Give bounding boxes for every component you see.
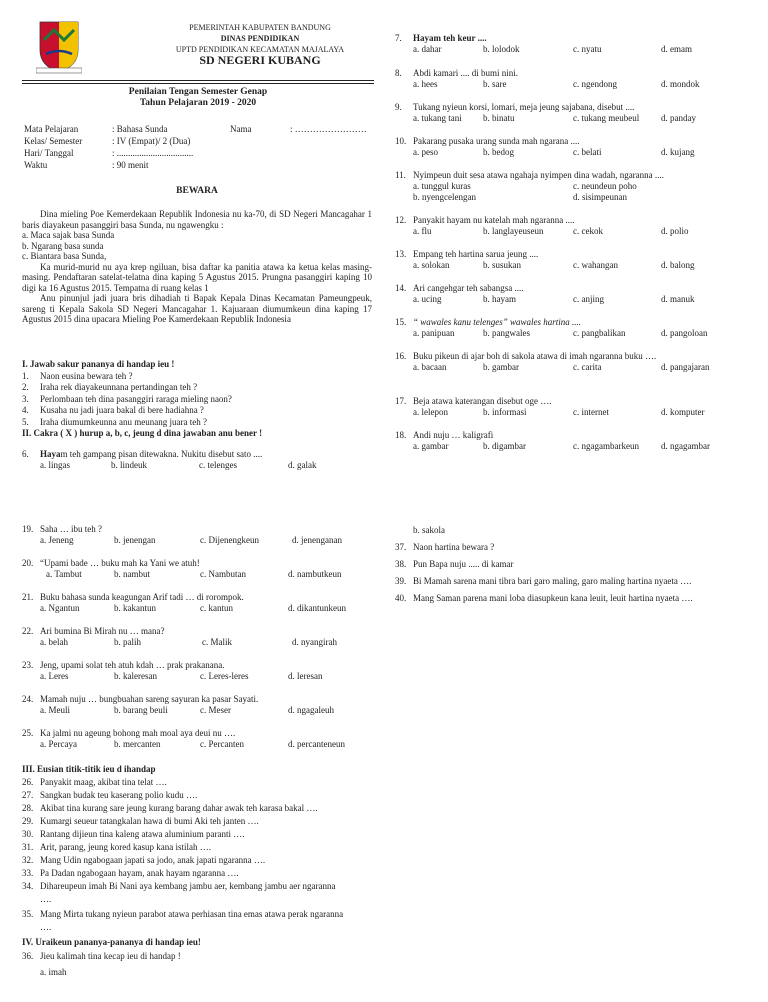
question-text: “Upami bade … buku mah ka Yani we atuh! (40, 558, 200, 568)
option-a[interactable]: a. peso (413, 147, 438, 157)
question-text: Mamah nuju … bungbuahan sareng sayuran ka pasar Sayati. (40, 694, 259, 704)
item-text: Arit, parang, jeung kored kasup kana istilah …. (40, 842, 211, 852)
question-text: Iraha diumumkeunna anu meunang juara teh ? (40, 416, 207, 427)
item-number: 35. (22, 909, 34, 919)
option-a[interactable]: a. Meuli (40, 705, 70, 715)
mc-question (22, 694, 374, 728)
section-3 (22, 763, 377, 979)
item-text: …. (40, 922, 52, 932)
mc-question (22, 524, 374, 558)
item-number: 37. (395, 542, 407, 552)
item-text: Sangkan budak teu kaserang polio kudu …. (40, 790, 198, 800)
option-b[interactable]: b. nambut (114, 569, 150, 579)
essay-item (395, 522, 755, 539)
question-text: Beja atawa katerangan disebut oge …. (413, 396, 552, 406)
option-b[interactable]: b. kakantun (114, 603, 156, 613)
option-b[interactable]: b. barang beuli (114, 705, 168, 715)
item-text: a. imah (40, 967, 67, 977)
option-b[interactable]: b. binatu (483, 113, 515, 123)
mc-question (395, 215, 755, 249)
option-d[interactable]: d. jenenganan (292, 535, 342, 545)
section-2-heading: II. Cakra ( X ) hurup a, b, c, jeung d dina jawaban anu bener ! (22, 428, 263, 438)
option-a[interactable]: a. lingas (40, 460, 70, 470)
item-text: Dihareupeun imah Bi Nani aya kembang jambu aer, kembang jambu aer ngaranna (40, 881, 336, 891)
fill-item (22, 854, 377, 867)
option-c[interactable]: c. Leres-leres (200, 671, 249, 681)
option-d[interactable]: d. sisimpeunan (573, 192, 627, 202)
option-d[interactable]: d. komputer (661, 407, 705, 417)
option-c[interactable]: c. carita (573, 362, 602, 372)
option-a[interactable]: a. flu (413, 226, 432, 236)
bewara-item: c. Biantara basa Sunda, (22, 251, 107, 261)
question-number: 3. (22, 393, 29, 404)
section-3-heading: III. Eusian titik-titik ieu d ihandap (22, 764, 156, 774)
date-label: Hari/ Tanggal (24, 148, 74, 158)
question-number: 12. (395, 215, 407, 225)
fill-item (22, 841, 377, 854)
item-text: Rantang dijieun tina kaleng atawa aluminium paranti …. (40, 829, 245, 839)
question-text: Andi nuju … kaligrafi (413, 430, 494, 440)
question-number: 2. (22, 382, 29, 392)
question-text: Saha … ibu teh ? (40, 524, 102, 534)
option-a[interactable]: a. hees (413, 79, 438, 89)
fill-item (22, 880, 377, 893)
option-c[interactable]: c. Nambutan (200, 569, 246, 579)
question-number: 18. (395, 430, 407, 440)
option-b[interactable]: b. langlayeuseun (483, 226, 544, 236)
header-line3: UPTD PENDIDIKAN KECAMATAN MAJALAYA (175, 45, 345, 54)
question-number: 5. (22, 416, 29, 427)
question-number: 21. (22, 592, 34, 602)
question-number: 24. (22, 694, 34, 704)
item-text: Kumargi seueur tatangkalan hawa di bumi Aki teh janten …. (40, 816, 259, 826)
option-c[interactable]: c. internet (573, 407, 609, 417)
option-b[interactable]: b. jenengan (114, 535, 156, 545)
question-number: 11. (395, 170, 406, 180)
item-number: 36. (22, 951, 34, 961)
option-a[interactable]: a. solokan (413, 260, 450, 270)
school-name: SD NEGERI KUBANG (199, 53, 321, 67)
option-d[interactable]: d. mondok (661, 79, 700, 89)
option-a[interactable]: a. tukang tani (413, 113, 462, 123)
fill-item (22, 828, 377, 841)
mc-question (22, 449, 372, 471)
essay-item (22, 950, 377, 963)
option-b[interactable]: b. sare (483, 79, 507, 89)
item-text: …. (40, 894, 52, 904)
option-c[interactable]: c. Dijenengkeun (200, 535, 259, 545)
option-a[interactable]: a. bacaan (413, 362, 447, 372)
section-1 (22, 359, 372, 440)
item-text: Panyakit maag, akibat tina telat …. (40, 777, 167, 787)
option-a[interactable]: a. Jeneng (40, 535, 74, 545)
option-a[interactable]: a. tunggul kuras (413, 181, 471, 191)
question-number: 16. (395, 351, 407, 361)
mc-question (395, 249, 755, 283)
question-text: Panyakit hayam nu katelah mah ngaranna .... (413, 215, 575, 225)
section-1-heading: I. Jawab sakur pananya di handap ieu ! (22, 359, 175, 369)
option-a[interactable]: a. Leres (40, 671, 69, 681)
bewara-paragraph1: Dina mieling Poe Kemerdekaan Republik Indonesia nu ka-70, di SD Negeri Mancagahar 1 baris diayakeun pasanggiri basa Sunda, nu ngawengku : (22, 209, 372, 230)
date-value: : .................................. (112, 148, 194, 158)
mc-question (395, 33, 755, 68)
mc-questions-left (22, 524, 374, 762)
mc-question (22, 728, 374, 762)
class-value: : IV (Empat)/ 2 (Dua) (112, 136, 191, 146)
option-a[interactable]: a. ucing (413, 294, 442, 304)
mc-question (395, 317, 755, 351)
question-number: 17. (395, 396, 407, 406)
question-item (22, 417, 372, 429)
option-b[interactable]: b. kaleresan (114, 671, 157, 681)
item-text: Akibat tina kurang sare jeung kurang barang dahar awak teh karasa bakal …. (40, 803, 318, 813)
option-d[interactable]: d. balong (661, 260, 695, 270)
section-4-heading: IV. Uraikeun pananya-pananya di handap ieu! (22, 937, 201, 947)
option-a[interactable]: a. belah (40, 637, 68, 647)
option-d[interactable]: d. ngagambar (661, 441, 710, 451)
item-text: Mang Mirta tukang nyieun parabot atawa perhiasan tina emas atawa perak ngaranna (40, 909, 344, 919)
item-number: 26. (22, 777, 34, 787)
option-c[interactable]: c. Percanten (200, 739, 244, 749)
option-d[interactable]: d. galak (288, 460, 317, 470)
exam-info (24, 124, 374, 172)
option-b[interactable]: b. susukan (483, 260, 521, 270)
time-value: : 90 menit (112, 160, 149, 170)
option-b[interactable]: b. informasi (483, 407, 527, 417)
bewara-heading: BEWARA (176, 186, 218, 196)
mc-question (395, 351, 755, 396)
mc-question (22, 660, 374, 694)
exam-title (22, 87, 374, 109)
option-a[interactable]: a. gambar (413, 441, 449, 451)
bewara-paragraph2: Ka murid-murid nu aya krep ngiluan, bisa daftar ka panitia atawa ka ketua kelas masing-masing. Pendaftaran satelat-telatna dina kaping 5 Agustus 2015. Prungna pasanggiri kaping 10 digi ka 16 Agustus 2015. Tempatna di ruang kelas 1 (22, 261, 372, 293)
exam-title-line2: Tahun Pelajaran 2019 - 2020 (139, 98, 257, 108)
option-b[interactable]: b. hayam (483, 294, 516, 304)
fill-item (22, 776, 377, 789)
question-text: Jeng, upami solat teh atuh kdah … prak prakanana. (40, 660, 225, 670)
fill-item (22, 921, 377, 934)
option-c[interactable]: c. telenges (199, 460, 237, 470)
question-number: 1. (22, 370, 29, 381)
header-rule (22, 83, 374, 84)
item-number: 27. (22, 790, 34, 800)
question-text: Empang teh hartina sarua jeung .... (413, 249, 539, 259)
essay-item (395, 556, 755, 573)
option-c[interactable]: c. ngagambarkeun (573, 441, 639, 451)
name-label: Nama (230, 124, 252, 134)
option-b[interactable]: b. nyengcelengan (413, 192, 476, 202)
mc-question (22, 626, 374, 660)
question-text: “ wawales kanu telenges” wawales hartina .... (413, 317, 582, 327)
question-text: Ari bumina Bi Mirah nu … mana? (40, 626, 165, 636)
item-text: Jieu kalimah tina kecap ieu di handap ! (40, 951, 181, 961)
option-b[interactable]: b. gambar (483, 362, 519, 372)
mc-question (22, 592, 374, 626)
mc-question (395, 430, 755, 464)
option-b[interactable]: b. mercanten (114, 739, 161, 749)
question-number: 14. (395, 283, 407, 293)
question-number: 7. (395, 33, 402, 43)
fill-item (22, 789, 377, 802)
subject-label: Mata Pelajaran (24, 124, 79, 134)
question-text: m teh gampang pisan ditewakna. Nukitu disebut sato .... (60, 449, 263, 459)
letterhead (110, 22, 410, 66)
option-a[interactable]: a. panipuan (413, 328, 455, 338)
option-b[interactable]: b. digambar (483, 441, 526, 451)
item-number: 38. (395, 559, 407, 569)
question-number: 20. (22, 558, 34, 568)
question-item (22, 405, 372, 417)
question-number: 19. (22, 524, 34, 534)
question-item (22, 394, 372, 406)
question-number: 8. (395, 68, 402, 78)
option-c[interactable]: c. belati (573, 147, 602, 157)
option-d[interactable]: d. pangoloan (661, 328, 708, 338)
question-text: Ka jalmi nu ageung bohong mah moal aya deui nu …. (40, 728, 236, 738)
option-d[interactable]: d. leresan (288, 671, 323, 681)
option-a[interactable]: a. Tambut (46, 569, 82, 579)
fill-item (22, 893, 377, 906)
option-d[interactable]: d. emam (661, 44, 692, 54)
question-item (22, 382, 372, 394)
item-text: Mang Udin ngabogaan japati sa jodo, anak japati ngaranna …. (40, 855, 266, 865)
subject-value: : Bahasa Sunda (112, 124, 168, 134)
item-number: 34. (22, 881, 34, 891)
header-line2: DINAS PENDIDIKAN (220, 34, 300, 43)
fill-item (22, 867, 377, 880)
item-number: 31. (22, 842, 34, 852)
option-c[interactable]: c. neundeun poho (573, 181, 637, 191)
question-text: Tukang nyieun korsi, lomari, meja jeung sajabana, disebut .... (413, 102, 635, 112)
question-text: Iraha rek diayakeunnana pertandingan teh ? (40, 382, 198, 392)
option-c[interactable]: c. wahangan (573, 260, 618, 270)
option-a[interactable]: a. Ngantun (40, 603, 80, 613)
question-number: 13. (395, 249, 407, 259)
question-number: 15. (395, 317, 407, 327)
option-d[interactable]: d. pangajaran (661, 362, 710, 372)
option-c[interactable]: c. kantun (200, 603, 233, 613)
item-text: Pun Bapa nuju ..... di kamar (413, 559, 514, 569)
mc-question (395, 136, 755, 170)
item-number: 39. (395, 576, 407, 586)
option-a[interactable]: a. Percaya (40, 739, 77, 749)
question-number: 25. (22, 728, 34, 738)
header-line1: PEMERINTAH KABUPATEN BANDUNG (189, 23, 331, 32)
item-number: 33. (22, 868, 34, 878)
class-label: Kelas/ Semester (24, 136, 83, 146)
mc-question (22, 558, 374, 592)
item-text: Pa Dadan ngabogaan hayam, anak hayam ngaranna …. (40, 868, 239, 878)
mc-question (395, 170, 755, 215)
mc-question (395, 396, 755, 430)
question-text: Nyimpeun duit sesa atawa ngahaja nyimpen dina wadah, ngaranna .... (413, 170, 664, 180)
option-d[interactable]: d. polio (661, 226, 689, 236)
question-text: Ari cangehgar teh sabangsa .... (413, 283, 524, 293)
option-b[interactable]: b. pangwales (483, 328, 530, 338)
option-c[interactable]: c. pangbalikan (573, 328, 626, 338)
option-c[interactable]: c. Malik (202, 637, 232, 647)
item-text: Naon hartina bewara ? (413, 542, 495, 552)
essay-item (395, 539, 755, 556)
option-d[interactable]: d. nambutkeun (288, 569, 342, 579)
question-text: Kusaha nu jadi juara bakal di bere hadiahna ? (40, 405, 204, 415)
option-d[interactable]: d. panday (661, 113, 696, 123)
essay-questions-right (395, 522, 755, 607)
essay-item (395, 573, 755, 590)
question-item (22, 371, 372, 383)
option-d[interactable]: d. nyangirah (292, 637, 337, 647)
header-rule (22, 80, 374, 81)
option-d[interactable]: d. manuk (661, 294, 695, 304)
option-c[interactable]: c. Meser (200, 705, 231, 715)
option-b[interactable]: b. lindeuk (111, 460, 147, 470)
fill-item (22, 802, 377, 815)
question-number: 6. (22, 449, 29, 459)
item-number: 32. (22, 855, 34, 865)
option-c[interactable]: c. nyatu (573, 44, 602, 54)
question-number: 4. (22, 405, 29, 415)
fill-item (22, 815, 377, 828)
bandung-regency-logo (36, 20, 82, 74)
essay-item (395, 590, 755, 607)
option-b[interactable]: b. bedog (483, 147, 514, 157)
option-c[interactable]: c. cekok (573, 226, 603, 236)
question-text: Buku bahasa sunda keagungan Arif tadi … di rorompok. (40, 592, 244, 602)
option-c[interactable]: c. ngendong (573, 79, 617, 89)
question-text: Naon eusina bewara teh ? (40, 370, 133, 381)
option-d[interactable]: d. dikantunkeun (288, 603, 346, 613)
item-number: 29. (22, 816, 34, 826)
item-text: Bi Mamah sarena mani tibra bari garo maling, garo maling hartina nyaeta …. (413, 576, 692, 586)
question-text: Buku pikeun di ajar boh di sakola atawa di imah ngaranna buku …. (413, 351, 657, 361)
question-number: 22. (22, 626, 34, 636)
fill-item (22, 908, 377, 921)
option-c[interactable]: c. anjing (573, 294, 604, 304)
exam-title-line1: Penilaian Tengan Semester Genap (128, 87, 268, 97)
item-number: 40. (395, 593, 407, 603)
item-text: b. sakola (413, 525, 445, 535)
option-d[interactable]: d. percanteneun (288, 739, 345, 749)
name-value: : …………………… (290, 124, 367, 134)
option-d[interactable]: d. kujang (661, 147, 695, 157)
option-b[interactable]: b. palih (114, 637, 141, 647)
question-number: 10. (395, 136, 407, 146)
mc-questions-right (395, 33, 755, 464)
time-label: Waktu (24, 160, 48, 170)
option-a[interactable]: a. dahar (413, 44, 442, 54)
question-text: Pakarang pusaka urang sunda mah ngarana .... (413, 136, 580, 146)
question-number: 23. (22, 660, 34, 670)
mc-question (395, 102, 755, 136)
item-number: 28. (22, 803, 34, 813)
option-d[interactable]: d. ngagaleuh (288, 705, 334, 715)
question-text: Perlombaan teh dina pasanggiri raraga mieling naon? (40, 393, 232, 404)
bewara-item: a. Maca sajak basa Sunda (22, 230, 115, 240)
item-text: Mang Saman parena mani loba diasupkeun kana leuit, leuit hartina nyaeta …. (413, 593, 693, 603)
bewara-item: b. Ngarang basa sunda (22, 240, 104, 251)
question-text: Hayam teh keur .... (413, 33, 487, 43)
question-text: Abdi kamari .... di bumi nini. (413, 68, 518, 78)
question-number: 9. (395, 102, 402, 112)
option-c[interactable]: c. tukang meubeul (573, 113, 640, 123)
mc-question (395, 283, 755, 317)
item-number: 30. (22, 829, 34, 839)
bewara-paragraph3: Anu pinunjul jadi juara bris dihadiah ti Bapak Kepala Dinas Kecamatan Pameungpeuk, sareng ti Kepala Sakola SD Negeri Mancagahar 1. Kajuaraan diumumkeun dina kaping 17 Agustus 2015 dina upacara Mieling Poe Kamerdekaan Republik Indonesia (22, 293, 372, 324)
mc-question (395, 68, 755, 102)
question-text-bold: Haya (40, 449, 61, 459)
option-a[interactable]: a. lelepon (413, 407, 448, 417)
option-b[interactable]: b. lolodok (483, 44, 520, 54)
bewara-text (22, 209, 372, 325)
